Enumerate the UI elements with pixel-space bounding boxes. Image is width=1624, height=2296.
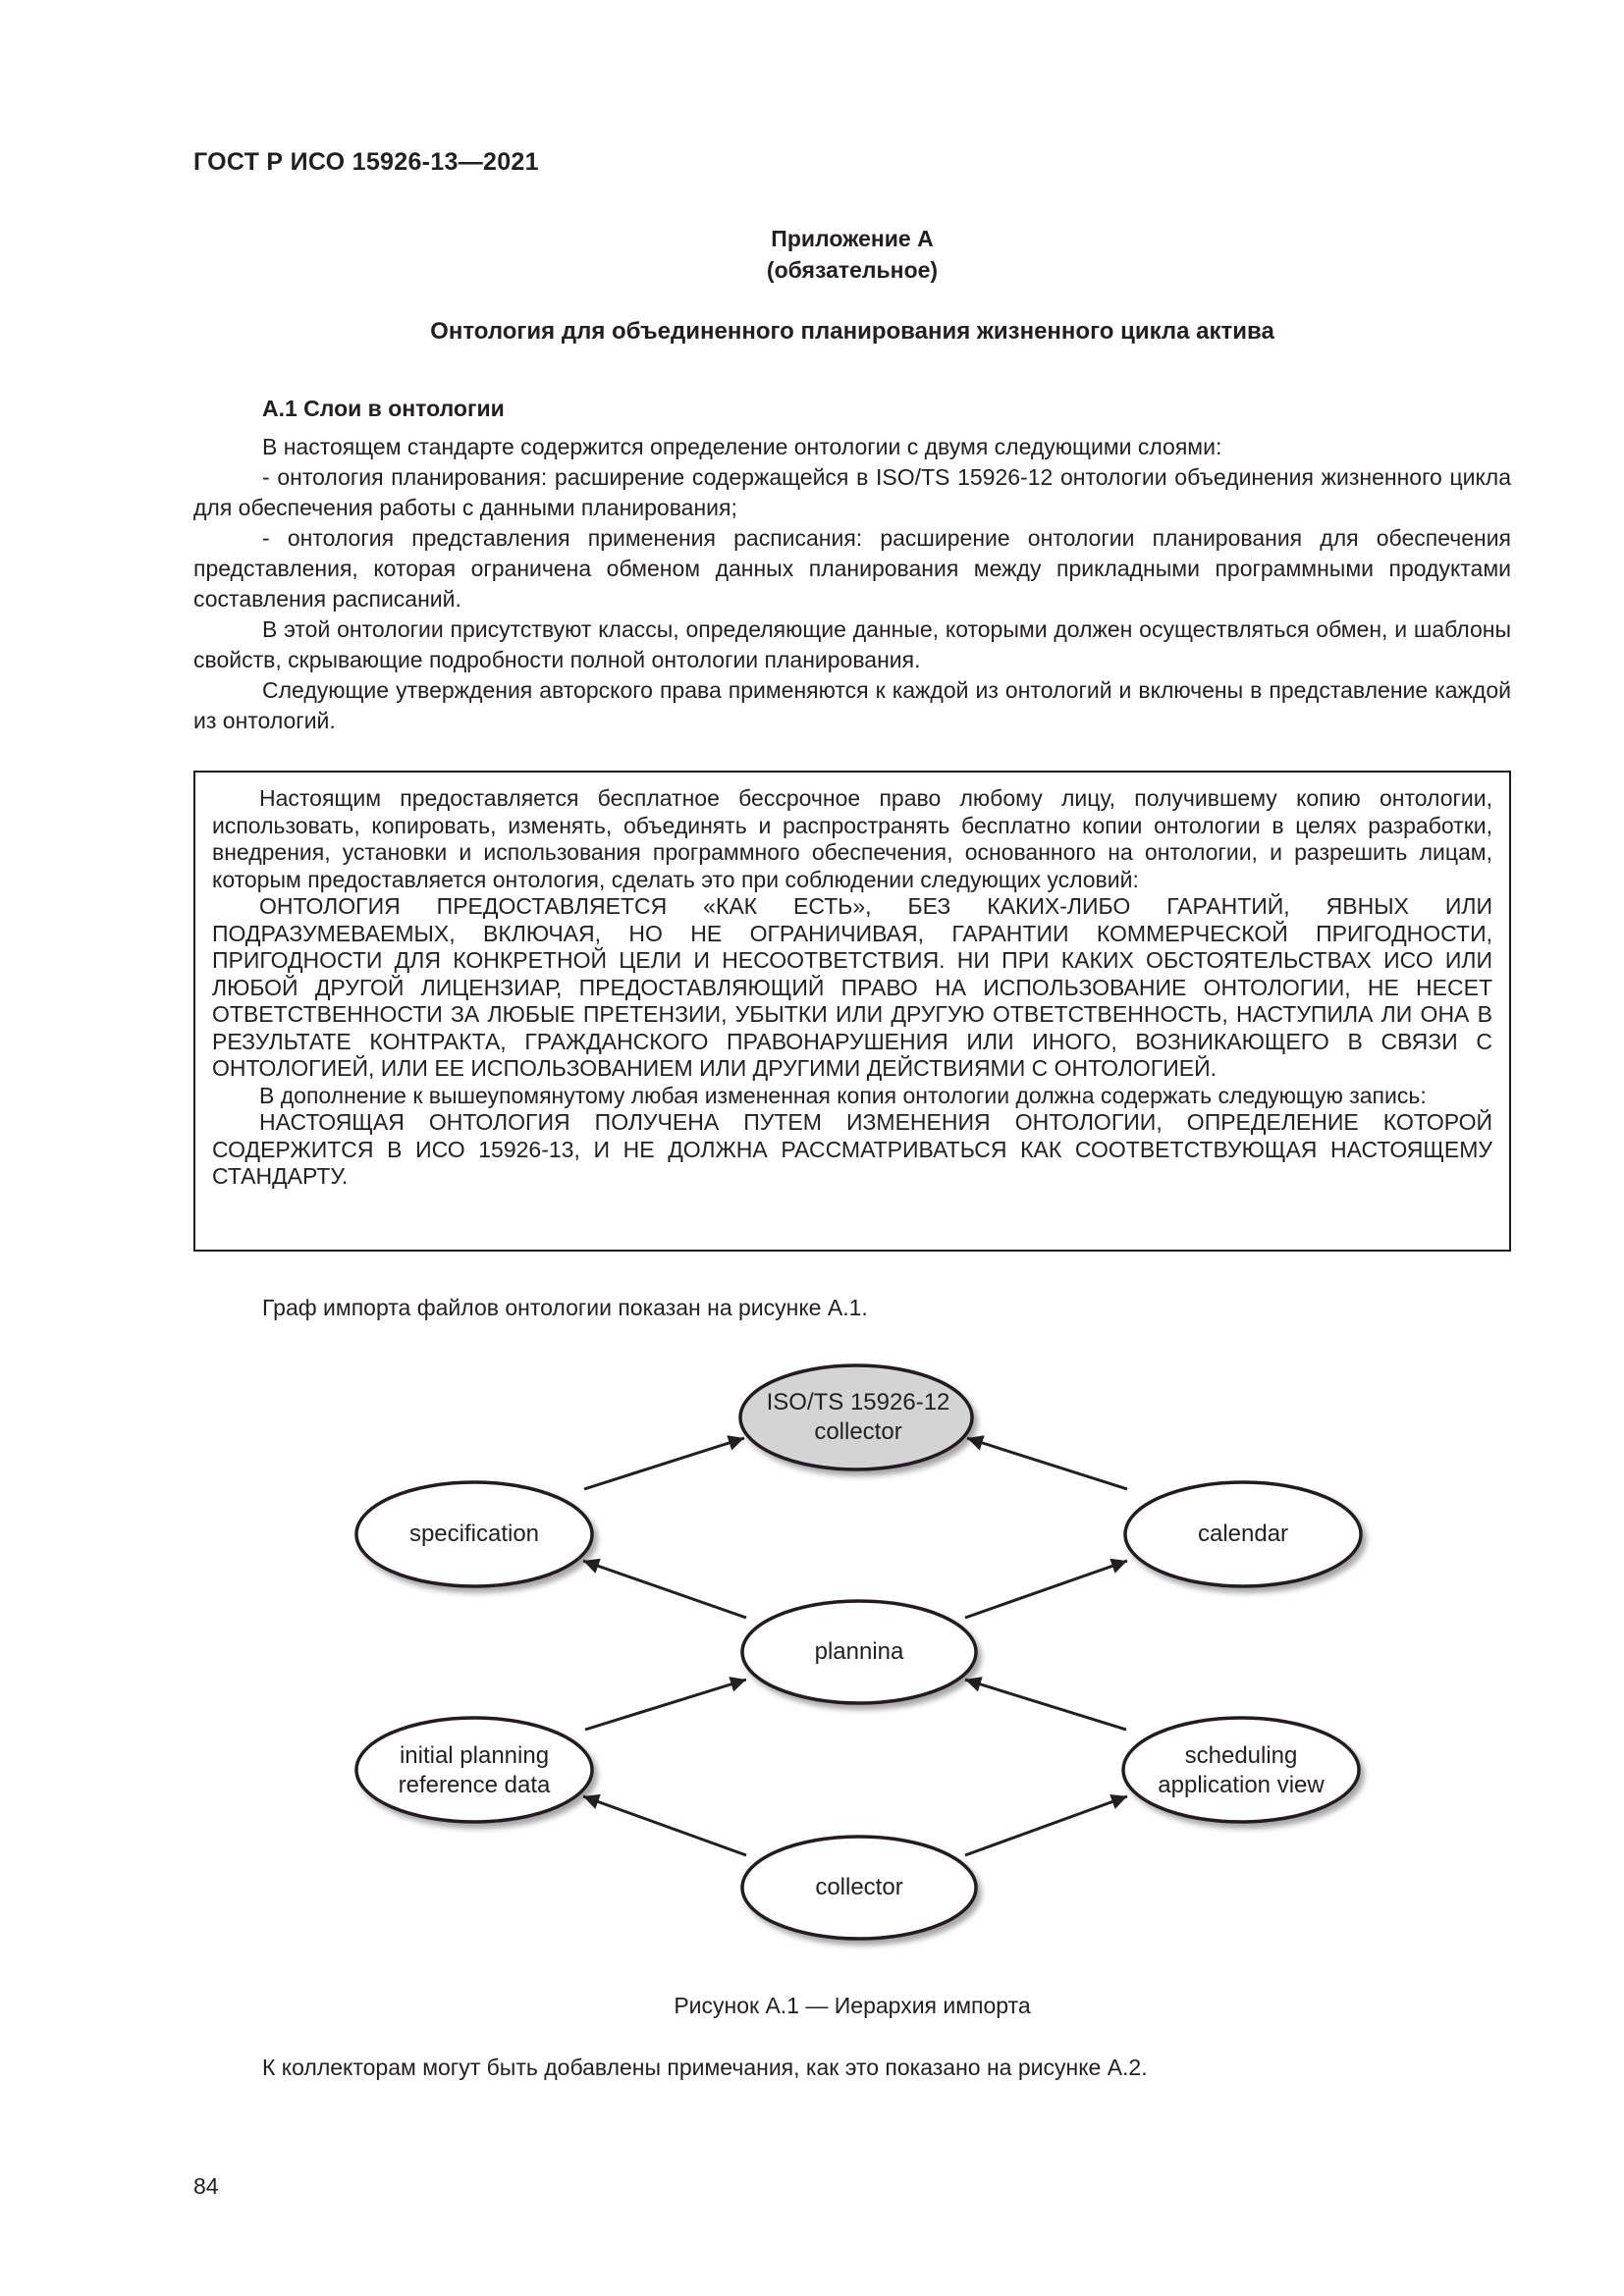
node-label: scheduling — [1184, 1742, 1298, 1769]
paragraph: В этой онтологии присутствуют классы, определяющие данные, которыми должен осуществляться обмен, и шаблоны свойств, скрывающие подробности полной онтологии планирования. — [193, 616, 1511, 672]
node-label: ISO/TS 15926-12 — [766, 1389, 950, 1415]
paragraph: Следующие утверждения авторского права применяются к каждой из онтологий и включены в представление каждой из онтологий. — [193, 677, 1511, 733]
node-initial-planning — [356, 1718, 592, 1822]
figure-intro: Граф импорта файлов онтологии показан на рисунке А.1. — [262, 1295, 868, 1320]
arrow-scheduling-to-planning — [965, 1680, 1126, 1730]
node-label: plannina — [814, 1638, 904, 1665]
arrow-collector-to-initial — [583, 1796, 746, 1855]
annex-heading: Онтология для объединенного планирования жизненного цикла актива — [430, 318, 1274, 345]
notice-paragraph: НАСТОЯЩАЯ ОНТОЛОГИЯ ПОЛУЧЕНА ПУТЕМ ИЗМЕНЕНИЯ ОНТОЛОГИИ, ОПРЕДЕЛЕНИЕ КОТОРОЙ СОДЕРЖИТСЯ В ИСО 15926-13, И НЕ ДОЛЖНА РАССМАТРИВАТЬСЯ КАК СООТВЕТСТВУЮЩАЯ НАСТОЯЩЕМУ СТАНДАРТУ. — [212, 1109, 1492, 1189]
running-header: ГОСТ Р ИСО 15926-13—2021 — [193, 148, 539, 176]
node-label: initial planning — [399, 1742, 550, 1769]
paragraph: - онтология планирования: расширение содержащейся в ISO/TS 15926-12 онтологии объединения жизненного цикла для обеспечения работы с данными планирования; — [193, 464, 1511, 520]
node-label: specification — [408, 1521, 540, 1547]
node-label: collector — [814, 1418, 902, 1445]
arrow-initial-to-planning — [585, 1680, 746, 1730]
import-hierarchy-diagram — [0, 1345, 1624, 1953]
arrow-collector-to-scheduling — [965, 1796, 1127, 1855]
copyright-notice-box — [193, 771, 1511, 1252]
paragraph: В настоящем стандарте содержится определение онтологии с двумя следующими слоями: — [262, 434, 1222, 459]
section-title: А.1 Слои в онтологии — [262, 396, 505, 421]
annex-status: (обязательное) — [766, 257, 939, 283]
node-label: collector — [815, 1874, 903, 1900]
node-scheduling — [1123, 1718, 1359, 1822]
page-number: 84 — [193, 2173, 219, 2199]
notice-paragraph: Настоящим предоставляется бесплатное бессрочное право любому лицу, получившему копию онтологии, использовать, копировать, изменять, объединять и распространять бесплатно копии онтологии в целях разработки, внедрения, установки и использования программного обеспечения, основанного на онтологии, и разрешить лицам, которым предоставляется онтология, сделать это при соблюдении следующих условий: — [212, 785, 1492, 892]
arrow-planning-to-specification — [583, 1561, 746, 1618]
node-label: reference data — [398, 1772, 551, 1798]
paragraph: - онтология представления применения расписания: расширение онтологии планирования для обеспечения представления, которая ограничена обменом данных планирования между прикладными программными продуктами составления расписаний. — [193, 525, 1511, 612]
notice-paragraph: В дополнение к вышеупомянутому любая измененная копия онтологии должна содержать следующую запись: — [259, 1082, 1427, 1108]
node-label: application view — [1158, 1772, 1325, 1798]
arrow-calendar-to-iso — [967, 1438, 1127, 1489]
annex-title: Приложение А — [771, 226, 934, 251]
arrow-specification-to-iso — [584, 1438, 744, 1489]
after-figure-text: К коллекторам могут быть добавлены примечания, как это показано на рисунке А.2. — [262, 2055, 1148, 2080]
node-iso-collector — [740, 1365, 972, 1469]
arrow-planning-to-calendar — [965, 1561, 1127, 1618]
node-label: calendar — [1197, 1521, 1289, 1547]
section-body — [193, 432, 1511, 736]
figure-caption: Рисунок А.1 — Иерархия импорта — [674, 1993, 1031, 2018]
notice-paragraph: ОНТОЛОГИЯ ПРЕДОСТАВЛЯЕТСЯ «КАК ЕСТЬ», БЕЗ КАКИХ-ЛИБО ГАРАНТИЙ, ЯВНЫХ ИЛИ ПОДРАЗУМЕВАЕМЫХ, ВКЛЮЧАЯ, НО НЕ ОГРАНИЧИВАЯ, ГАРАНТИИ КОММЕРЧЕСКОЙ ПРИГОДНОСТИ, ПРИГОДНОСТИ ДЛЯ КОНКРЕТНОЙ ЦЕЛИ И НЕСООТВЕТСТВИЯ. НИ ПРИ КАКИХ ОБСТОЯТЕЛЬСТВАХ ИСО ИЛИ ЛЮБОЙ ДРУГОЙ ЛИЦЕНЗИАР, ПРЕДОСТАВЛЯЮЩИЙ ПРАВО НА ИСПОЛЬЗОВАНИЕ ОНТОЛОГИИ, НЕ НЕСЕТ ОТВЕТСТВЕННОСТИ ЗА ЛЮБЫЕ ПРЕТЕНЗИИ, УБЫТКИ ИЛИ ДРУГУЮ ОТВЕТСТВЕННОСТЬ, НАСТУПИЛА ЛИ ОНА В РЕЗУЛЬТАТЕ КОНТРАКТА, ГРАЖДАНСКОГО ПРАВОНАРУШЕНИЯ ИЛИ ИНОГО, ВОЗНИКАЮЩЕГО В СВЯЗИ С ОНТОЛОГИЕЙ, ИЛИ ЕЕ ИСПОЛЬЗОВАНИЕМ ИЛИ ДРУГИМИ ДЕЙСТВИЯМИ С ОНТОЛОГИЕЙ. — [212, 893, 1492, 1081]
